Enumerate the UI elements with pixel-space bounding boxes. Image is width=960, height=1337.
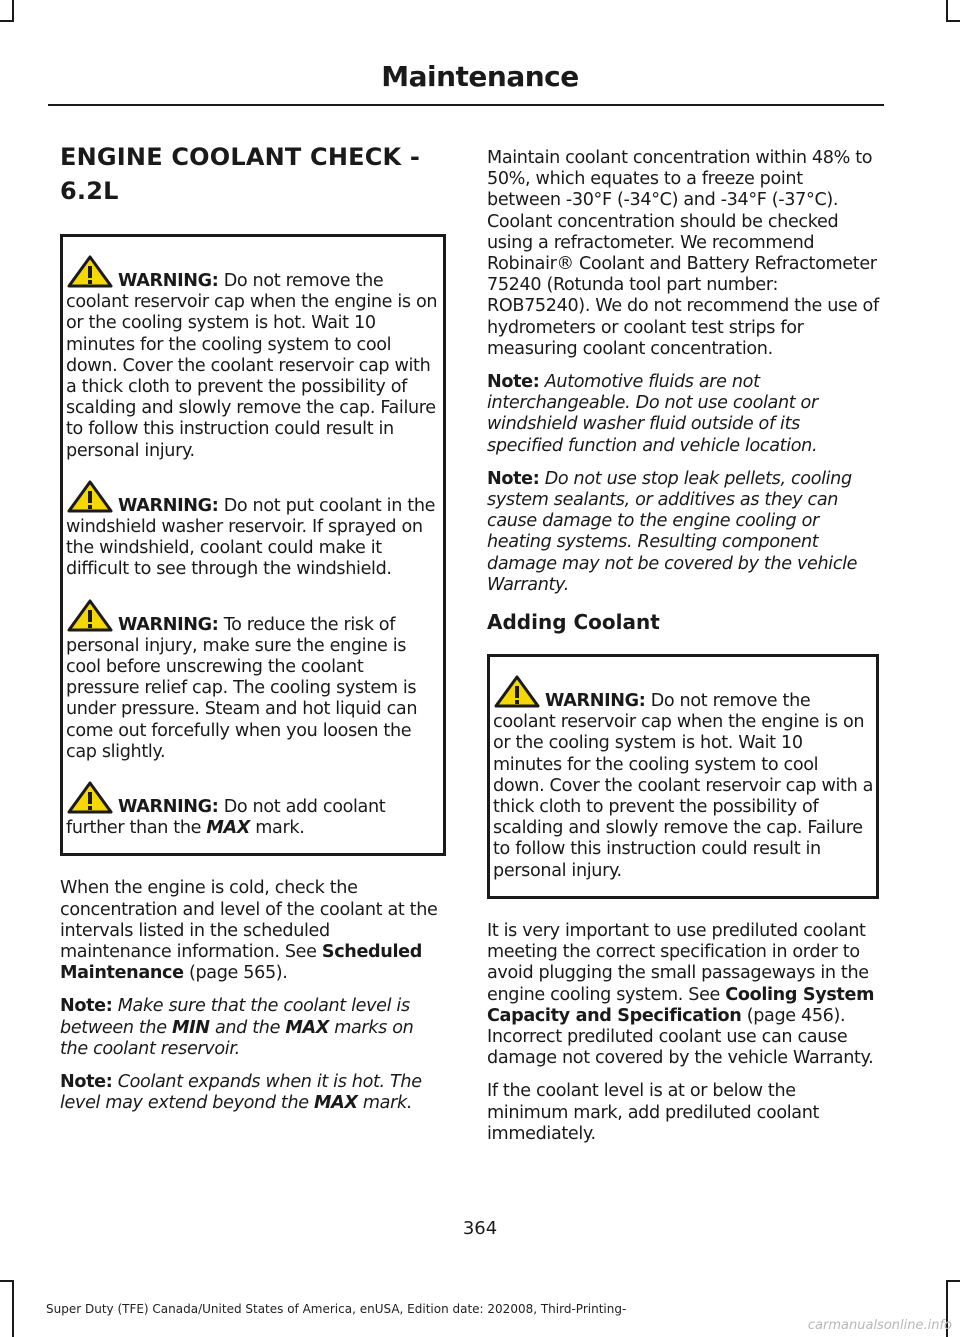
page-ref: (page 565).	[188, 963, 288, 984]
warning-text-end: mark.	[255, 818, 305, 839]
paragraph: Maintain coolant concentration within 48% to 50%, which equates to a freeze point between -30°F (-34°C) and -34°F (-37°C). Coolant concentration should be checked using a refractometer. We recommend Robinair® Coolant and Battery Refractometer 75240 (Rotunda tool part number: ROB75240). We do not recommend the use of hydrometers or coolant test strips for measuring coolant concentration.	[487, 148, 879, 359]
section-heading	[60, 140, 446, 208]
note	[487, 469, 879, 596]
note-label: Note:	[60, 996, 113, 1017]
left-column	[60, 140, 446, 1127]
min-mark: MIN	[171, 1017, 210, 1038]
warning-triangle-icon	[66, 255, 114, 289]
warning-text: Do not remove the coolant reservoir cap when the engine is on or the cooling system is hot. Wait 10 minutes for the cooling system to cool down. Cover the coolant reservoir cap with a thick cloth to prevent the possibility of scalding and slowly remove the cap. Failure to follow this instruction could result in personal injury.	[493, 691, 874, 881]
crop-mark	[12, 1280, 14, 1337]
note	[60, 1072, 446, 1114]
subheading: Adding Coolant	[487, 610, 660, 635]
note-text: Do not use stop leak pellets, cooling system sealants, or additives as they can cause damage to the engine cooling or heating systems. Resulting component damage may not be covered by the vehicle Warranty.	[487, 468, 858, 595]
right-column	[487, 148, 879, 1157]
paragraph	[60, 878, 446, 984]
header-divider	[48, 104, 884, 106]
see-text: See	[284, 942, 317, 963]
note-text: marks on the coolant reservoir.	[60, 1017, 414, 1059]
warning-label: WARNING:	[118, 797, 219, 818]
note-text: Coolant expands when it is hot. The level may extend beyond the	[60, 1072, 422, 1114]
note-text: mark.	[362, 1093, 413, 1114]
crop-mark	[946, 0, 948, 22]
paragraph: If the coolant level is at or below the minimum mark, add prediluted coolant immediately.	[487, 1081, 820, 1144]
note	[487, 372, 879, 457]
warning-label: WARNING:	[118, 614, 219, 635]
note-text: Automotive fluids are not interchangeable. Do not use coolant or windshield washer fluid outside of its specified function and vehicle location.	[487, 372, 818, 456]
warning-item	[66, 781, 441, 839]
page-number: 364	[462, 1218, 498, 1239]
page-title: Maintenance	[381, 60, 579, 93]
note	[60, 996, 446, 1060]
max-mark: MAX	[313, 1093, 358, 1114]
section-heading-line1: ENGINE COOLANT CHECK -	[60, 143, 421, 171]
warning-text: Do not add coolant further than the	[66, 797, 386, 839]
max-mark: MAX	[285, 1017, 329, 1038]
scheduled-maintenance-link[interactable]: Scheduled Maintenance	[60, 942, 422, 984]
crop-mark	[946, 1280, 960, 1282]
warning-triangle-icon	[66, 599, 114, 633]
paragraph-text: When the engine is cold, check the concentration and level of the coolant at the intervals listed in the scheduled maintenance information.	[60, 878, 438, 963]
cooling-system-capacity-link[interactable]: Cooling System Capacity and Specification	[487, 984, 875, 1026]
warning-item	[66, 255, 441, 462]
crop-mark	[12, 0, 14, 22]
warning-box	[60, 234, 446, 856]
note-label: Note:	[487, 372, 540, 393]
warning-item	[66, 599, 441, 763]
crop-mark	[946, 20, 960, 22]
warning-label: WARNING:	[118, 271, 219, 291]
warning-label: WARNING:	[545, 691, 646, 712]
warning-triangle-icon	[66, 480, 114, 514]
crop-mark	[0, 1280, 14, 1282]
warning-item	[493, 675, 874, 882]
page-ref: (page 456).	[746, 1005, 846, 1026]
warning-box	[487, 654, 879, 899]
footer-text: Super Duty (TFE) Canada/United States of America, enUSA, Edition date: 202008, Third-Printing-	[46, 1302, 627, 1316]
paragraph-text: Incorrect prediluted coolant use can cause damage not covered by the vehicle Warranty.	[487, 1026, 874, 1069]
note-label: Note:	[487, 468, 540, 489]
paragraph-text: It is very important to use prediluted coolant meeting the correct specification in order to avoid plugging the small passageways in the engine cooling system.	[487, 920, 869, 1005]
see-text: See	[688, 984, 721, 1005]
watermark: carmanualsonline.info	[807, 1318, 952, 1333]
warning-text: To reduce the risk of personal injury, make sure the engine is cool before unscrewing the coolant pressure relief cap. The cooling system is under pressure. Steam and hot liquid can come out forcefully when you loosen the cap slightly.	[66, 614, 418, 762]
warning-triangle-icon	[493, 675, 541, 709]
max-mark: MAX	[206, 818, 251, 839]
section-heading-line2: 6.2L	[60, 177, 119, 205]
warning-text: Do not remove the coolant reservoir cap when the engine is on or the cooling system is hot. Wait 10 minutes for the cooling system to cool down. Cover the coolant reservoir cap with a thick cloth to prevent the possibility of scalding and slowly remove the cap. Failure to follow this instruction could result in personal injury.	[66, 271, 438, 461]
note-text: and the	[214, 1017, 281, 1038]
warning-text: Do not put coolant in the windshield washer reservoir. If sprayed on the windshield, coolant could make it difficult to see through the windshield.	[66, 495, 436, 580]
crop-mark	[0, 20, 14, 22]
paragraph	[487, 921, 879, 1069]
warning-triangle-icon	[66, 781, 114, 815]
note-text: Make sure that the coolant level is between the	[60, 996, 410, 1038]
warning-item	[66, 480, 441, 581]
note-label: Note:	[60, 1072, 113, 1093]
warning-label: WARNING:	[118, 495, 219, 516]
